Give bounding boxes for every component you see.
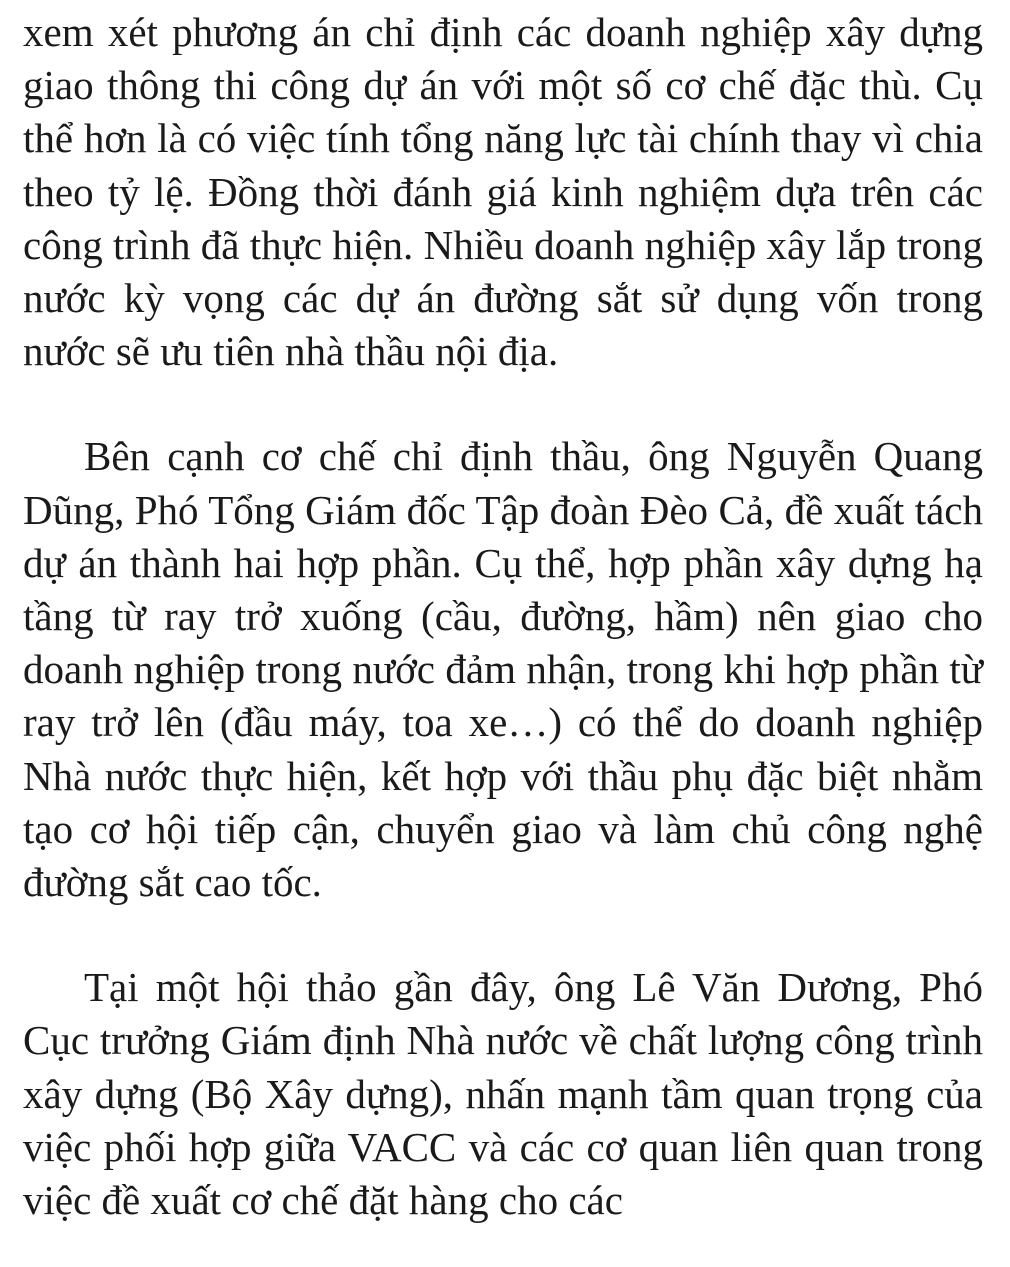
document-page	[23, 6, 983, 1227]
paragraph-workshop-statement: Tại một hội thảo gần đây, ông Lê Văn Dương, Phó Cục trưởng Giám định Nhà nước về chất lượng công trình xây dựng (Bộ Xây dựng), nhấn mạnh tầm quan trọng của việc phối hợp giữa VACC và các cơ quan liên quan trong việc đề xuất cơ chế đặt hàng cho các	[23, 964, 983, 1224]
paragraph-continuation: xem xét phương án chỉ định các doanh nghiệp xây dựng giao thông thi công dự án với một số cơ chế đặc thù. Cụ thể hơn là có việc tính tổng năng lực tài chính thay vì chia theo tỷ lệ. Đồng thời đánh giá kinh nghiệm dựa trên các công trình đã thực hiện. Nhiều doanh nghiệp xây lắp trong nước kỳ vọng các dự án đường sắt sử dụng vốn trong nước sẽ ưu tiên nhà thầu nội địa.	[23, 9, 983, 375]
paragraph-bidding-proposal: Bên cạnh cơ chế chỉ định thầu, ông Nguyễn Quang Dũng, Phó Tổng Giám đốc Tập đoàn Đèo Cả, đề xuất tách dự án thành hai hợp phần. Cụ thể, hợp phần xây dựng hạ tầng từ ray trở xuống (cầu, đường, hầm) nên giao cho doanh nghiệp trong nước đảm nhận, trong khi hợp phần từ ray trở lên (đầu máy, toa xe…) có thể do doanh nghiệp Nhà nước thực hiện, kết hợp với thầu phụ đặc biệt nhằm tạo cơ hội tiếp cận, chuyển giao và làm chủ công nghệ đường sắt cao tốc.	[23, 433, 983, 906]
